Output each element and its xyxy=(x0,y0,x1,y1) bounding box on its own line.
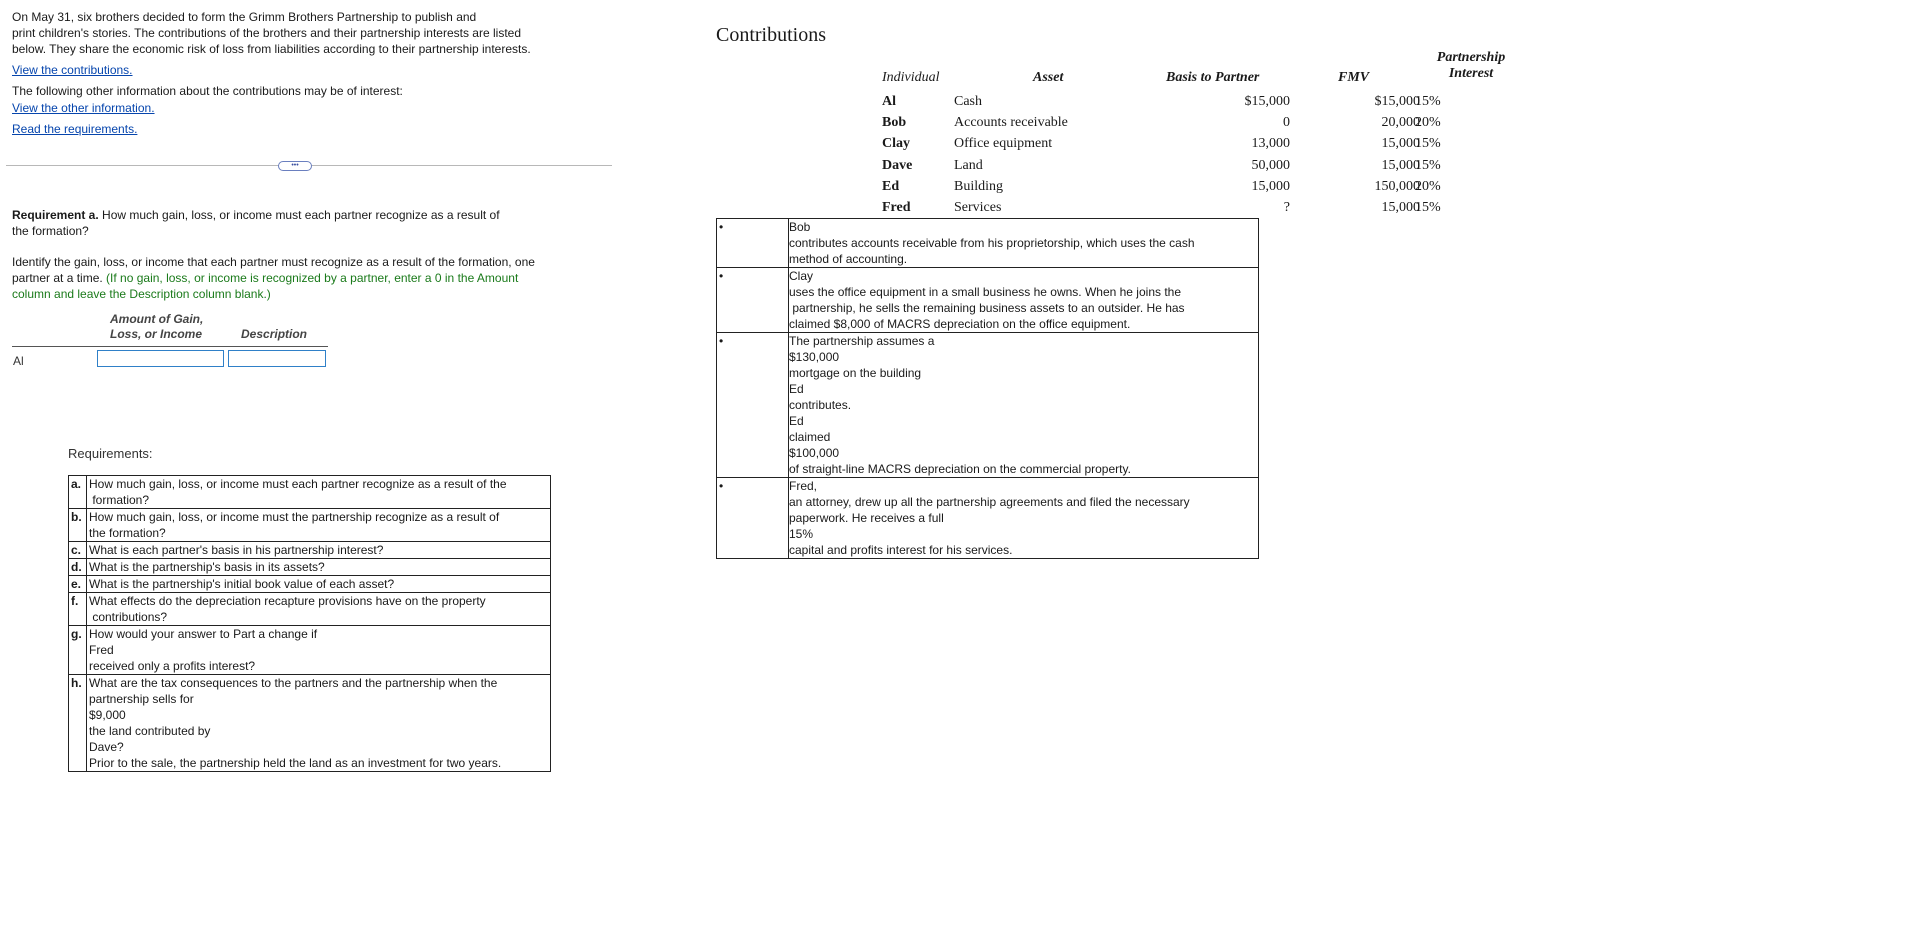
note-line: of straight-line MACRS depreciation on the commercial property. xyxy=(789,462,1131,476)
requirement-label: Requirement a. xyxy=(12,208,99,222)
amount-input-al[interactable] xyxy=(97,350,224,367)
instructions-line: partner at a time. xyxy=(12,271,107,285)
requirement-letter: b. xyxy=(69,509,87,542)
requirement-item xyxy=(69,626,551,675)
contribution-basis: 13,000 xyxy=(1251,136,1290,152)
note-line: claimed $8,000 of MACRS depreciation on the office equipment. xyxy=(789,317,1131,331)
header-rule xyxy=(12,346,328,347)
requirement-item xyxy=(69,509,551,542)
contribution-fmv: 15,000 xyxy=(1381,157,1420,173)
basis-header: Basis to Partner xyxy=(1166,70,1260,85)
note-line: method of accounting. xyxy=(789,252,908,266)
note-bullet: • xyxy=(717,219,789,268)
requirement-question-line: What are the tax consequences to the partners and the partnership when the xyxy=(89,676,498,690)
note-text xyxy=(789,333,1259,478)
contribution-partner: Bob xyxy=(882,115,907,131)
contribution-interest: 15% xyxy=(1415,157,1441,173)
contribution-basis: 0 xyxy=(1283,115,1290,131)
intro-text xyxy=(12,9,612,57)
note-line: paperwork. He receives a full xyxy=(789,511,944,525)
note-line: $100,000 xyxy=(789,446,840,460)
contribution-asset: Accounts receivable xyxy=(954,115,1068,131)
note-line: 15% xyxy=(789,527,814,541)
requirement-question-line: partnership sells for xyxy=(89,692,194,706)
instructions-line: Identify the gain, loss, or income that each partner must recognize as a result of the formation, one xyxy=(12,255,535,269)
view-other-info-link[interactable]: View the other information. xyxy=(12,101,155,115)
note-row xyxy=(717,478,1259,559)
instructions xyxy=(12,254,612,302)
note-line: contributes accounts receivable from his proprietorship, which uses the cash xyxy=(789,236,1195,250)
note-line: capital and profits interest for his services. xyxy=(789,543,1013,557)
requirement-item xyxy=(69,675,551,772)
contribution-fmv: 150,000 xyxy=(1374,178,1420,194)
contribution-partner: Clay xyxy=(882,136,910,152)
note-text xyxy=(789,268,1259,333)
requirement-question-line: the formation? xyxy=(89,526,166,540)
requirement-question-line: What is each partner's basis in his partnership interest? xyxy=(89,543,384,557)
asset-header: Asset xyxy=(1033,70,1064,85)
amount-column-header: Amount of Gain, Loss, or Income xyxy=(110,312,204,341)
read-requirements-link[interactable]: Read the requirements. xyxy=(12,122,138,136)
row-label-al: Al xyxy=(13,354,24,368)
requirement-question-line: formation? xyxy=(89,493,150,507)
requirement-question xyxy=(87,593,551,626)
contribution-basis: 15,000 xyxy=(1251,178,1290,194)
divider-expand-handle[interactable]: ••• xyxy=(278,161,312,171)
requirement-question xyxy=(87,626,551,675)
notes-table xyxy=(716,218,1259,559)
note-line: Ed xyxy=(789,414,804,428)
note-line: uses the office equipment in a small business he owns. When he joins the xyxy=(789,285,1182,299)
requirement-letter: a. xyxy=(69,476,87,509)
contribution-interest: 20% xyxy=(1415,178,1441,194)
note-line: Ed xyxy=(789,382,804,396)
intro-line: On May 31, six brothers decided to form the Grimm Brothers Partnership to publish and xyxy=(12,10,477,24)
requirement-question xyxy=(87,559,551,576)
interest-header: Partnership Interest xyxy=(1436,50,1506,81)
requirement-question xyxy=(87,542,551,559)
requirement-text: How much gain, loss, or income must each partner recognize as a result of xyxy=(98,208,500,222)
note-line: Bob xyxy=(789,220,811,234)
contribution-basis: $15,000 xyxy=(1244,94,1290,109)
description-input-al[interactable] xyxy=(228,350,326,367)
note-bullet: • xyxy=(717,268,789,333)
note-line: Fred, xyxy=(789,479,818,493)
requirement-question-line: contributions? xyxy=(89,610,168,624)
contribution-partner: Dave xyxy=(882,157,913,173)
requirement-letter: h. xyxy=(69,675,87,772)
contribution-asset: Land xyxy=(954,157,983,173)
contribution-partner: Ed xyxy=(882,178,900,194)
requirement-question-line: What is the partnership's initial book value of each asset? xyxy=(89,577,395,591)
contribution-asset: Building xyxy=(954,178,1004,194)
note-line: claimed xyxy=(789,430,831,444)
note-row xyxy=(717,268,1259,333)
contribution-asset: Cash xyxy=(954,94,982,109)
contribution-interest: 20% xyxy=(1415,115,1441,131)
note-bullet: • xyxy=(717,478,789,559)
requirement-question-line: the land contributed by xyxy=(89,724,211,738)
requirement-question-line: How much gain, loss, or income must the partnership recognize as a result of xyxy=(89,510,500,524)
note-line: mortgage on the building xyxy=(789,366,922,380)
requirement-question-line: Dave? xyxy=(89,740,124,754)
contribution-basis: 50,000 xyxy=(1251,157,1290,173)
note-line: Clay xyxy=(789,269,814,283)
contribution-fmv: 15,000 xyxy=(1381,136,1420,152)
requirement-letter: c. xyxy=(69,542,87,559)
contributions-title: Contributions xyxy=(716,24,827,46)
description-column-header: Description xyxy=(241,327,308,341)
intro-line: print children's stories. The contributions of the brothers and their partnership interests are listed xyxy=(12,26,521,40)
requirement-question xyxy=(87,576,551,593)
requirement-question-line: What is the partnership's basis in its assets? xyxy=(89,560,325,574)
requirement-question-line: Fred xyxy=(89,643,114,657)
requirement-item xyxy=(69,593,551,626)
contribution-interest: 15% xyxy=(1415,200,1441,215)
instructions-hint: (If no gain, loss, or income is recognized by a partner, enter a 0 in the Amount xyxy=(106,271,519,285)
note-line: an attorney, drew up all the partnership agreements and filed the necessary xyxy=(789,495,1190,509)
contribution-asset: Services xyxy=(954,200,1002,215)
requirement-text: the formation? xyxy=(12,224,89,238)
contribution-interest: 15% xyxy=(1415,136,1441,152)
contribution-fmv: $15,000 xyxy=(1374,94,1420,109)
note-row xyxy=(717,219,1259,268)
requirement-question xyxy=(87,675,551,772)
requirement-question-line: How would your answer to Part a change if xyxy=(89,627,318,641)
requirement-question-line: Prior to the sale, the partnership held the land as an investment for two years. xyxy=(89,756,502,770)
requirement-question-line: What effects do the depreciation recapture provisions have on the property xyxy=(89,594,486,608)
fmv-header: FMV xyxy=(1338,70,1370,85)
note-line: contributes. xyxy=(789,398,852,412)
other-info-text: The following other information about the contributions may be of interest: xyxy=(12,84,403,98)
note-row xyxy=(717,333,1259,478)
contribution-interest: 15% xyxy=(1415,94,1441,109)
note-line: The partnership assumes a xyxy=(789,334,935,348)
contribution-basis: ? xyxy=(1283,200,1290,215)
contribution-partner: Fred xyxy=(882,200,911,215)
requirement-letter: g. xyxy=(69,626,87,675)
requirements-title: Requirements: xyxy=(68,446,153,461)
individual-header: Individual xyxy=(882,70,940,85)
contribution-fmv: 15,000 xyxy=(1381,200,1420,215)
view-contributions-link[interactable]: View the contributions. xyxy=(12,63,133,77)
note-text xyxy=(789,219,1259,268)
instructions-hint: column and leave the Description column blank.) xyxy=(12,287,271,301)
requirement-item xyxy=(69,476,551,509)
contribution-partner: Al xyxy=(882,94,896,109)
requirements-table xyxy=(68,475,551,772)
requirement-letter: e. xyxy=(69,576,87,593)
note-bullet: • xyxy=(717,333,789,478)
requirement-item xyxy=(69,559,551,576)
note-text xyxy=(789,478,1259,559)
contribution-fmv: 20,000 xyxy=(1381,115,1420,131)
requirement-question-line: received only a profits interest? xyxy=(89,659,256,673)
contribution-asset: Office equipment xyxy=(954,136,1053,152)
requirement-heading xyxy=(12,207,572,239)
requirement-question xyxy=(87,476,551,509)
requirement-letter: d. xyxy=(69,559,87,576)
note-line: partnership, he sells the remaining business assets to an outsider. He has xyxy=(789,301,1185,315)
requirement-item xyxy=(69,576,551,593)
requirement-letter: f. xyxy=(69,593,87,626)
requirement-question-line: $9,000 xyxy=(89,708,126,722)
requirement-question-line: How much gain, loss, or income must each partner recognize as a result of the xyxy=(89,477,507,491)
note-line: $130,000 xyxy=(789,350,840,364)
requirement-item xyxy=(69,542,551,559)
requirement-question xyxy=(87,509,551,542)
intro-line: below. They share the economic risk of loss from liabilities according to their partnership interests. xyxy=(12,42,531,56)
